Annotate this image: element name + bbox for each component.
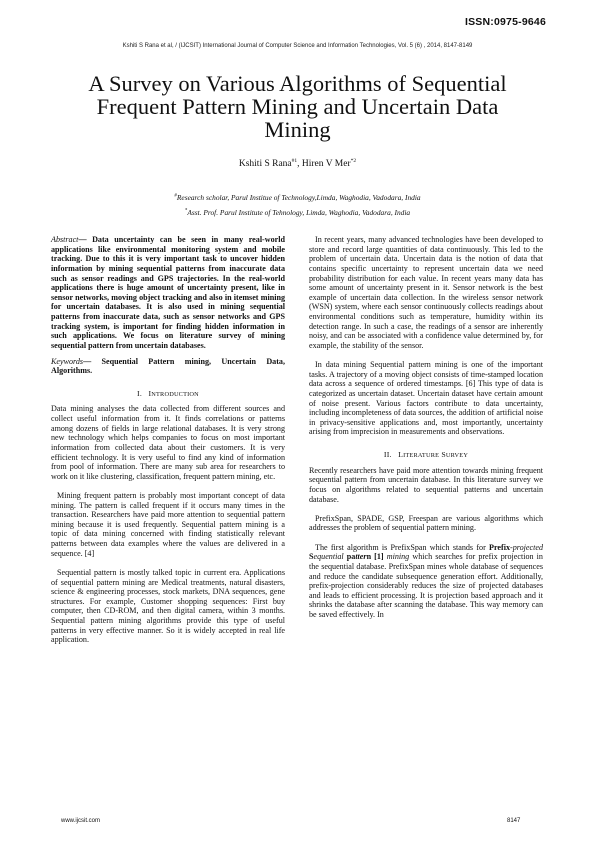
title-line: Mining — [264, 117, 331, 142]
text-run: n [1] — [366, 552, 384, 562]
text-run: -projected — [510, 542, 543, 552]
text-run: Prefix — [489, 542, 511, 552]
title-line: A Survey on Various Algorithms of Sequential — [88, 71, 507, 96]
paragraph: PrefixSpan, SPADE, GSP, Freespan are various algorithms which addresses the problem of sequential pattern mining. — [309, 513, 543, 533]
right-column — [309, 235, 543, 620]
keywords — [51, 357, 285, 376]
section-title-rest: ITERATURE — [403, 452, 440, 460]
keywords-text: — Sequential Pattern mining, Uncertain Data, Algorithms. — [51, 356, 285, 376]
author-line — [0, 158, 595, 169]
title-line: Frequent Pattern Mining and Uncertain Data — [96, 94, 499, 119]
section-title-initial: L — [398, 450, 404, 460]
section-title-rest: URVEY — [445, 452, 469, 460]
affiliation — [0, 193, 595, 202]
affiliation-sup: # — [174, 193, 177, 199]
section-title-initial: S — [441, 450, 446, 460]
affiliation-text: Research scholar, Parul Institue of Technology,Limda, Waghodia, Vadodara, India — [176, 193, 421, 202]
running-head: Kshiti S Rana et al, / (IJCSIT) International Journal of Computer Science and Information Technologies, Vol. 5 (6) , 2014, 8147-8149 — [122, 43, 473, 49]
section-number: I. — [137, 388, 142, 398]
affiliation-sup: * — [184, 208, 188, 214]
footer-website: www.ijcsit.com — [61, 818, 101, 824]
keywords-label: Keywords — [51, 356, 84, 366]
text-run: tter — [355, 552, 367, 562]
paragraph: Mining frequent pattern is probably most important concept of data mining. The pattern is called frequent if it occurs many times in the transaction. Researchers have paid more attention to sequential pattern mining because it is used frequently. Sequential pattern mining is a topic of data mining concerned with finding statistically relevant patterns between data examples where the values are delivered in a sequence. [4] — [51, 490, 285, 558]
text-run: which searches for prefix projection in the sequential database. PrefixSpan mines whole database of sequences and reduce the candidate subsequence generation effort. Additionally, prefix-projection considerably reduces the size of projected databases and leads to efficient processing. It is projection based approach and it shrinks the database after scanning the database. This way memory can be saved effectively. In — [309, 552, 543, 620]
section-title-rest: NTRODUCTION — [151, 390, 199, 398]
paragraph: Data mining analyses the data collected from different sources and collect useful information from it. It finds correlations or patterns among dozens of fields in large relational databases. It is very strong new technology which helps companies to focus on most important information from collected data about their customers. It is very efficient technology. It is very useful to find any kind of information from pool of information. There are many sub area for researchers to work on it like clustering, classification, frequent pattern mining, etc. — [51, 404, 285, 481]
section-heading-literature-survey — [309, 450, 543, 461]
text-run: equential — [313, 552, 347, 562]
section-title-initial: I — [148, 388, 152, 398]
text-run: S — [309, 552, 314, 562]
text-run: pa — [346, 552, 356, 562]
author-name: , Hiren V Mer — [297, 159, 351, 170]
left-column — [51, 235, 285, 645]
text-run: The first algorithm is PrefixSpan which stands for — [315, 542, 490, 552]
author-name: Kshiti S Rana — [238, 159, 292, 170]
abstract — [51, 235, 285, 351]
author-sup: #1 — [291, 158, 298, 164]
section-heading-introduction — [51, 389, 285, 400]
paragraph: Sequential pattern is mostly talked topic in current era. Applications of sequential pattern mining are Medical treatments, natural disasters, science & engineering processes, stock markets, DNA sequences, gene structures. For example, Customer shopping sequences: First buy computer, then CD-ROM, and then digital camera, within 3 months. Sequential pattern mining algorithms provide this type of useful patterns in very effective manner. So it is widely accepted in real life application. — [51, 567, 285, 645]
paragraph — [309, 543, 543, 620]
paper-title — [60, 72, 535, 141]
affiliation — [0, 208, 595, 217]
paragraph: Recently researchers have paid more attention towards mining frequent sequential pattern from uncertain database. In this literature survey we focus on algorithms related to sequential patterns and uncertain database. — [309, 465, 543, 504]
author-sup: *2 — [350, 158, 357, 164]
abstract-text: — Data uncertainty can be seen in many real-world applications like environmental monitoring system and mobile tracking. Due to this it is very important task to uncover hidden information by mining sequential patterns from inaccurate data such as sensor readings and GPS trajectories. In the real-world applications there is huge amount of uncertainty present, like in sensor networks, moving object tracking and also in itemset mining for uncertain databases. It is also used in mining sequential patterns from inaccurate data, such as sensor networks and GPS tracking system, is important for finding hidden information in such applications. We focus on literature survey of mining sequential pattern from uncertain databases. — [51, 235, 285, 350]
paragraph: In recent years, many advanced technologies have been developed to store and record large quantities of data continuously. This led to the problem of uncertain data. Uncertain data is the notion of data that contains specific uncertainty to represent uncertain data we need probability distribution for each value. In recent years many data has some amount of uncertainty present in it. Sensor network is the best example of uncertain data collection. In the wireless sensor network (WSN) system, where each sensor continuously collects readings about environmental conditions such as temperature, humidity within its detection range. In such a case, the readings of a sensor are inherently noisy, and can be associated with a confidence value determined by, for example, the stability of the sensor. — [309, 235, 543, 350]
paragraph: In data mining Sequential pattern mining is one of the important tasks. A trajectory of a moving object consists of time-stamped location data across a sequence of ordered timestamps. [6] This type of data is categorized as uncertain dataset. Uncertain dataset have certain amount of noise present. Various factors contribute to data uncertainty, including incompleteness of data sources, the addition of artificial noise in privacy-sensitive applications and, most importantly, uncertainty arising from imprecision in measurements and observations. — [309, 360, 543, 437]
footer-page-number: 8147 — [507, 818, 521, 824]
issn-label: ISSN:0975-9646 — [464, 16, 546, 28]
abstract-label: Abstract — [51, 235, 79, 244]
section-number: II. — [383, 450, 392, 460]
affiliation-text: Asst. Prof. Parul Institute of Tehnology, Limda, Waghodia, Vadodara, India — [187, 208, 411, 217]
text-run: mining — [383, 552, 410, 562]
